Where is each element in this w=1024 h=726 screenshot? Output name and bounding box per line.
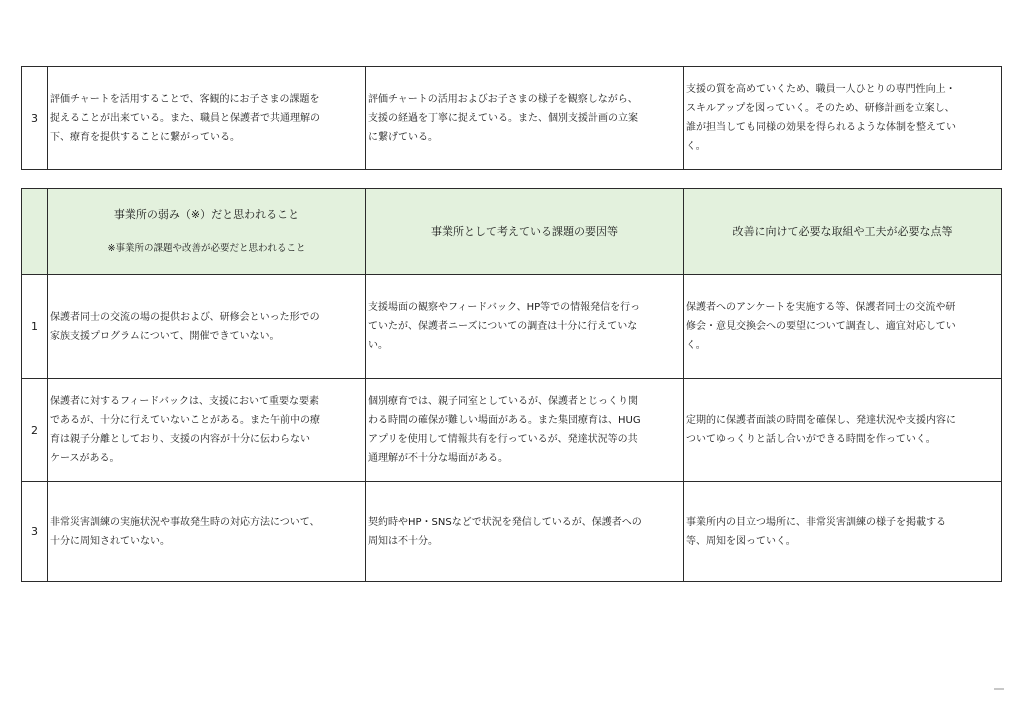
header-improvements: 改善に向けて必要な取組や工夫が必要な点等 bbox=[684, 189, 1002, 275]
table-row bbox=[22, 275, 1002, 379]
improvement-cell: 保護者へのアンケートを実施する等、保護者同士の交流や研 修会・意見交換会への要望について調査し、適宜対応してい く。 bbox=[684, 275, 1002, 379]
header-weakness bbox=[48, 189, 366, 275]
improvement-cell: 支援の質を高めていくため、職員一人ひとりの専門性向上・ スキルアップを図っていく。そのため、研修計画を立案し、 誰が担当しても同様の効果を得られるような体制を整えてい く。 bbox=[684, 67, 1002, 170]
strength-cell: 評価チャートを活用することで、客観的にお子さまの課題を 捉えることが出来ている。また、職員と保護者で共通理解の 下、療育を提供することに繋がっている。 bbox=[48, 67, 366, 170]
improvement-cell: 定期的に保護者面談の時間を確保し、発達状況や支援内容に ついてゆっくりと話し合いができる時間を作っていく。 bbox=[684, 379, 1002, 482]
weaknesses-table bbox=[21, 188, 1002, 582]
row-number: 2 bbox=[22, 379, 48, 482]
weakness-cell: 保護者同士の交流の場の提供および、研修会といった形での 家族支援プログラムについて、開催できていない。 bbox=[48, 275, 366, 379]
scan-mark bbox=[994, 688, 1004, 690]
row-number: 3 bbox=[22, 67, 48, 170]
table-row bbox=[22, 67, 1002, 170]
table-row bbox=[22, 379, 1002, 482]
header-weakness-note: ※事業所の課題や改善が必要だと思われること bbox=[107, 243, 306, 254]
header-factors: 事業所として考えている課題の要因等 bbox=[366, 189, 684, 275]
factor-cell: 支援場面の観察やフィードバック、HP等での情報発信を行っ ていたが、保護者ニーズについての調査は十分に行えていな い。 bbox=[366, 275, 684, 379]
factor-cell: 評価チャートの活用およびお子さまの様子を観察しながら、 支援の経過を丁寧に捉えている。また、個別支援計画の立案 に繋げている。 bbox=[366, 67, 684, 170]
weakness-cell: 保護者に対するフィードバックは、支援において重要な要素 であるが、十分に行えていないことがある。また午前中の療 育は親子分離としており、支援の内容が十分に伝わらない ケースがある。 bbox=[48, 379, 366, 482]
table-header-row bbox=[22, 189, 1002, 275]
table-row bbox=[22, 482, 1002, 582]
factor-cell: 契約時やHP・SNSなどで状況を発信しているが、保護者への 周知は不十分。 bbox=[366, 482, 684, 582]
row-number: 1 bbox=[22, 275, 48, 379]
header-blank-cell bbox=[22, 189, 48, 275]
factor-cell: 個別療育では、親子同室としているが、保護者とじっくり関 わる時間の確保が難しい場面がある。また集団療育は、HUG アプリを使用して情報共有を行っているが、発達状況等の共 通理解が不十分な場面がある。 bbox=[366, 379, 684, 482]
header-weakness-title: 事業所の弱み（※）だと思われること bbox=[113, 208, 300, 221]
row-number: 3 bbox=[22, 482, 48, 582]
improvement-cell: 事業所内の目立つ場所に、非常災害訓練の様子を掲載する 等、周知を図っていく。 bbox=[684, 482, 1002, 582]
strengths-table-continued bbox=[21, 66, 1002, 170]
weakness-cell: 非常災害訓練の実施状況や事故発生時の対応方法について、 十分に周知されていない。 bbox=[48, 482, 366, 582]
